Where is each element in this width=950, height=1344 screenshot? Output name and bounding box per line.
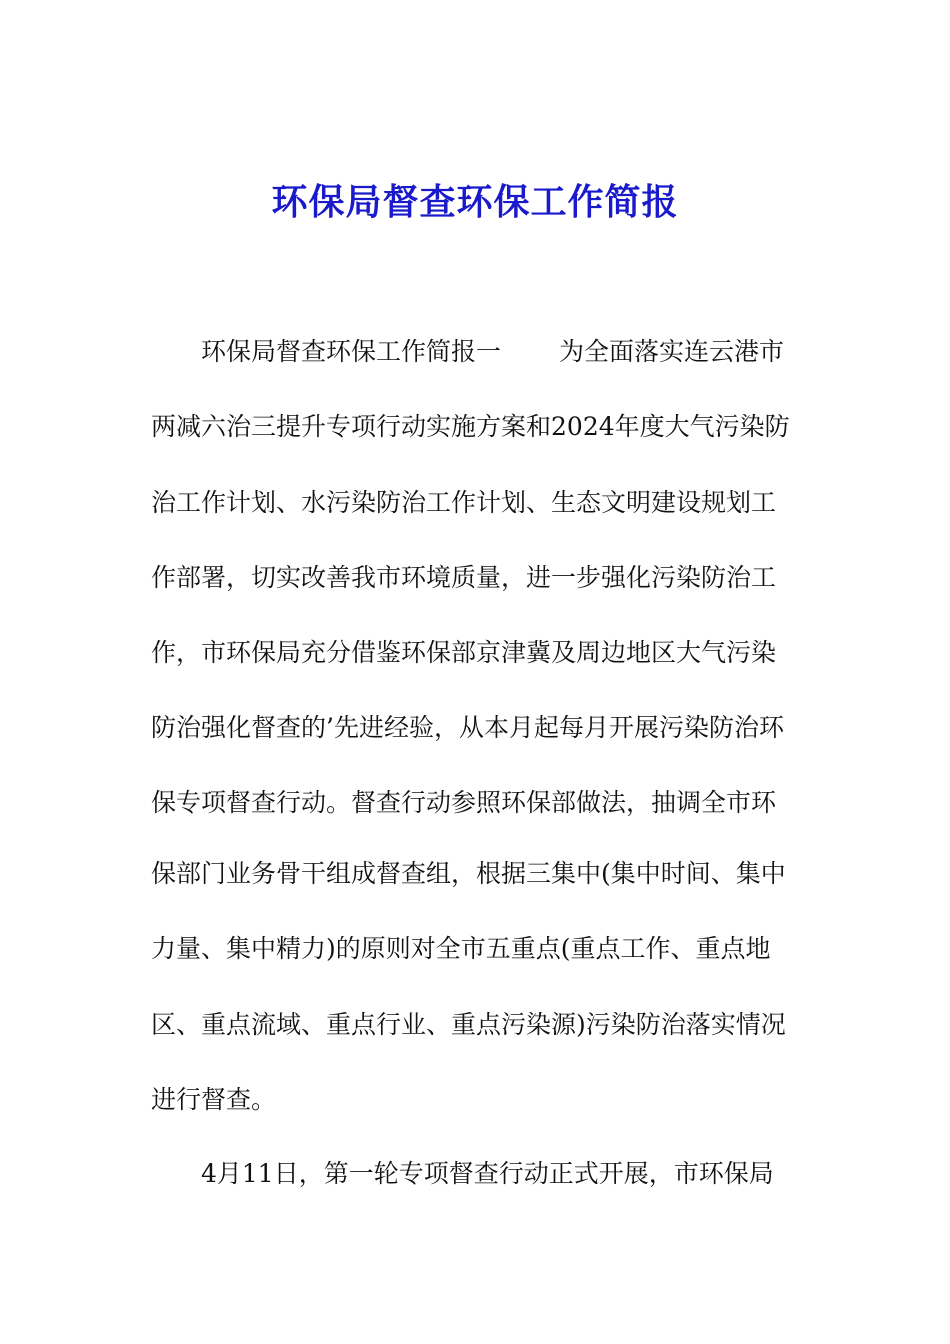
paragraph-line: 保专项督查行动。督查行动参照环保部做法，抽调全市环 [151,788,777,817]
paragraph-line: 保部门业务骨干组成督查组，根据三集中(集中时间、集中 [151,859,786,888]
paragraph-line: 环保局督查环保工作简报一 为全面落实连云港市 [201,337,784,366]
paragraph-line: 作，市环保局充分借鉴环保部京津冀及周边地区大气污染 [151,638,777,667]
paragraph-line: 4月11日，第一轮专项督查行动正式开展，市环保局 [201,1159,774,1188]
paragraph-line: 治工作计划、水污染防治工作计划、生态文明建设规划工 [151,488,777,517]
paragraph-line: 区、重点流域、重点行业、重点污染源)污染防治落实情况 [151,1010,786,1039]
paragraph-line: 力量、集中精力)的原则对全市五重点(重点工作、重点地 [151,934,771,963]
paragraph-line: 进行督查。 [151,1085,277,1114]
document-title: 环保局督查环保工作简报 [271,181,679,223]
paragraph-line: 作部署，切实改善我市环境质量，进一步强化污染防治工 [151,563,777,592]
paragraph-line: 防治强化督查的’先进经验，从本月起每月开展污染防治环 [151,713,784,742]
paragraph-line: 两减六治三提升专项行动实施方案和2024年度大气污染防 [151,412,790,441]
